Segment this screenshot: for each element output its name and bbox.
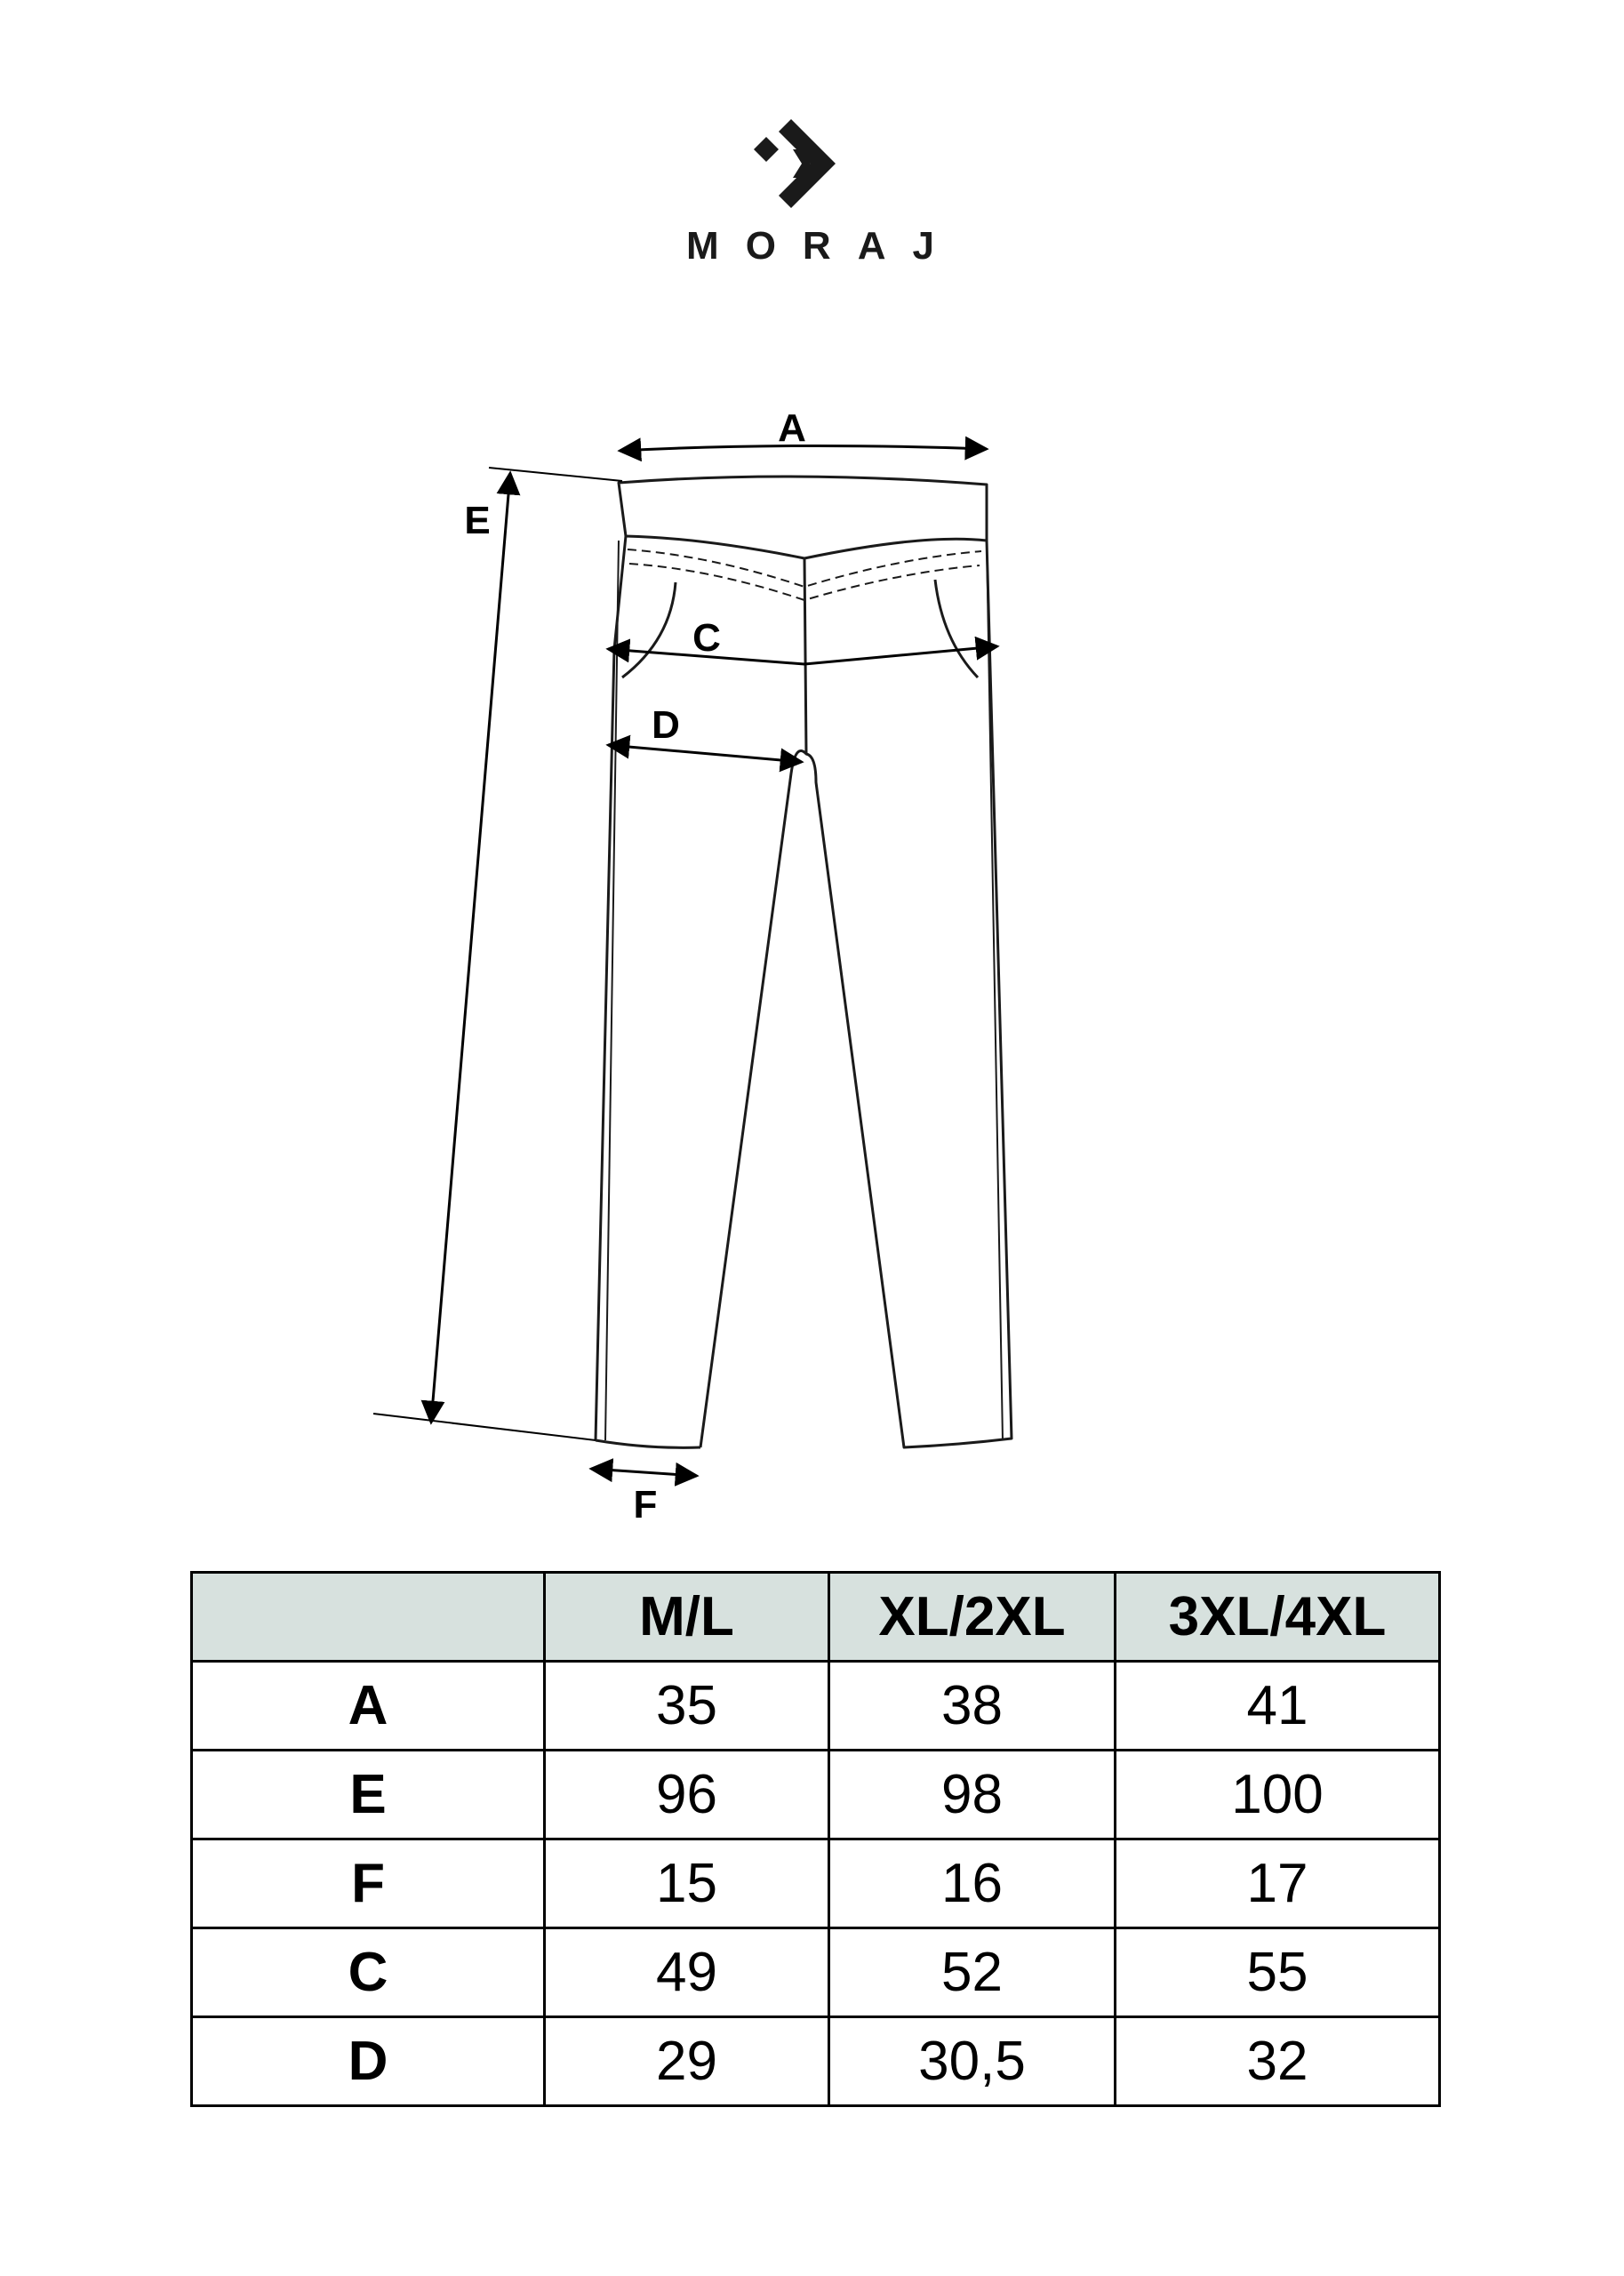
table-row [192, 1751, 1440, 1839]
table-row [192, 1839, 1440, 1928]
column-header: XL/2XL [829, 1573, 1116, 1662]
table-cell: 100 [1116, 1751, 1440, 1839]
table-header-row [192, 1573, 1440, 1662]
table-cell: 55 [1116, 1928, 1440, 2017]
row-label: F [192, 1839, 545, 1928]
table-corner-cell [192, 1573, 545, 1662]
brand-name: MORAJ [686, 224, 961, 268]
measure-line-d [608, 745, 802, 762]
table-cell: 38 [829, 1662, 1116, 1751]
table-row [192, 2017, 1440, 2106]
table-cell: 15 [545, 1839, 829, 1928]
column-header: 3XL/4XL [1116, 1573, 1440, 1662]
table-cell: 52 [829, 1928, 1116, 2017]
measure-extension-bottom [373, 1414, 596, 1440]
table-cell: 29 [545, 2017, 829, 2106]
table-cell: 32 [1116, 2017, 1440, 2106]
label-c: C [692, 616, 721, 660]
column-header: M/L [545, 1573, 829, 1662]
table-cell: 98 [829, 1751, 1116, 1839]
measure-line-c [608, 646, 997, 664]
table-row [192, 1928, 1440, 2017]
table-cell: 17 [1116, 1839, 1440, 1928]
size-table [190, 1571, 1441, 2107]
table-cell: 35 [545, 1662, 829, 1751]
label-d: D [652, 703, 680, 747]
row-label: E [192, 1751, 545, 1839]
label-f: F [633, 1483, 658, 1527]
row-label: C [192, 1928, 545, 2017]
measure-line-f [591, 1469, 697, 1476]
table-cell: 30,5 [829, 2017, 1116, 2106]
table-cell: 96 [545, 1751, 829, 1839]
row-label: A [192, 1662, 545, 1751]
pants-icon [596, 477, 1012, 1447]
label-a: A [778, 406, 806, 450]
measure-line-e [431, 473, 510, 1422]
table-cell: 41 [1116, 1662, 1440, 1751]
table-cell: 16 [829, 1839, 1116, 1928]
table-cell: 49 [545, 1928, 829, 2017]
row-label: D [192, 2017, 545, 2106]
table-row [192, 1662, 1440, 1751]
label-e: E [464, 499, 491, 542]
